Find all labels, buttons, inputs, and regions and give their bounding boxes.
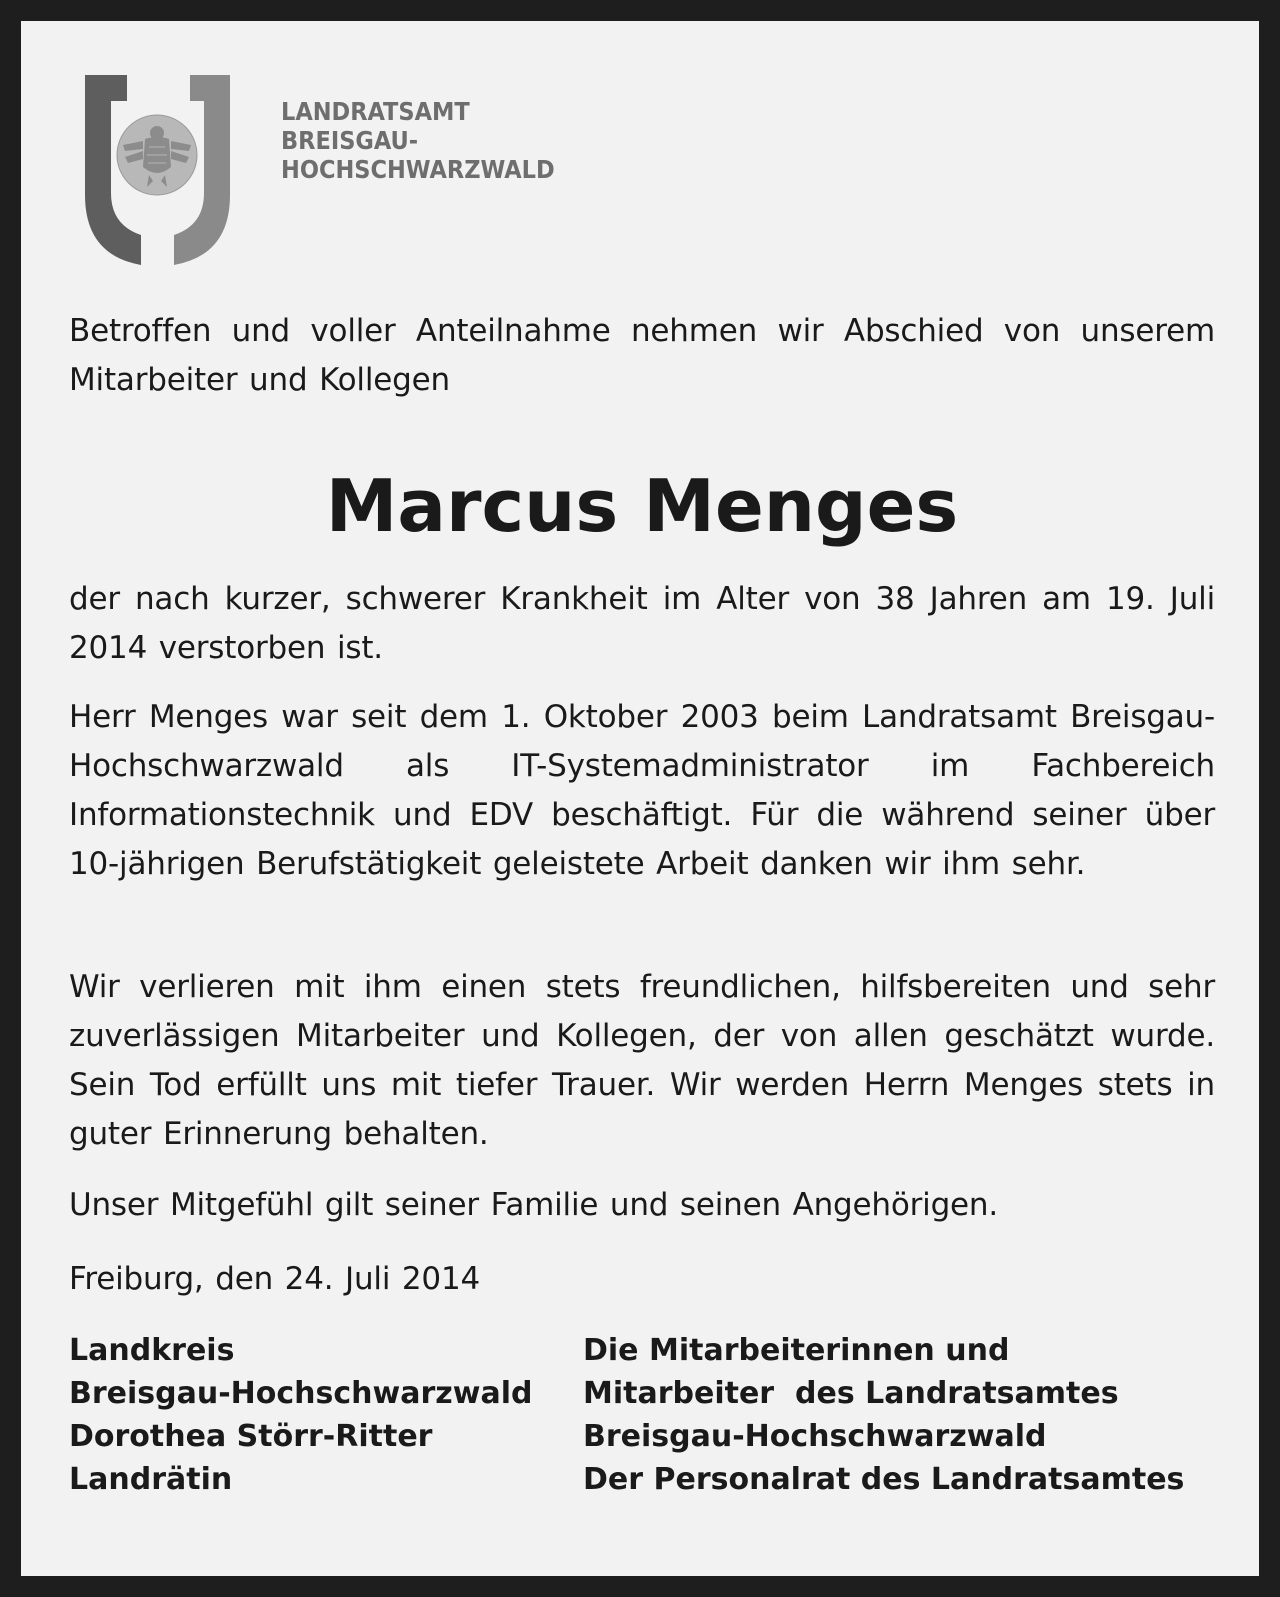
signature-left-line: Landrätin xyxy=(69,1462,233,1497)
signature-right-line: Mitarbeiter des Landratsamtes xyxy=(583,1376,1119,1411)
signature-left-line: Dorothea Störr-Ritter xyxy=(69,1419,433,1454)
signature-right-line: Der Personalrat des Landratsamtes xyxy=(583,1462,1185,1497)
obituary-card xyxy=(21,21,1259,1576)
coat-of-arms-icon xyxy=(85,75,265,265)
signature-left xyxy=(69,1329,532,1501)
tribute-paragraph: Wir verlieren mit ihm einen stets freundlichen, hilfsbereiten und sehr zuverlässigen Mitarbeiter und Kollegen, der von allen geschätzt wurde. Sein Tod erfüllt uns mit tiefer Trauer. Wir werden Herrn Menges stets in guter Erinnerung behalten. xyxy=(69,969,1215,1152)
signature-right-line: Breisgau-Hochschwarzwald xyxy=(583,1419,1047,1454)
logo-line-3: HOCHSCHWARZWALD xyxy=(281,155,555,184)
logo-line-2: BREISGAU- xyxy=(281,126,419,155)
intro-paragraph: Betroffen und voller Anteilnahme nehmen wir Abschied von unserem Mitarbeiter und Kollegen xyxy=(69,313,1215,398)
career-paragraph: Herr Menges war seit dem 1. Oktober 2003 beim Landratsamt Breisgau-Hochschwarzwald als IT-Systemadministrator im Fachbereich Informationstechnik und EDV beschäftigt. Für die während seiner über 10-jährigen Berufstätigkeit geleistete Arbeit danken wir ihm sehr. xyxy=(69,699,1215,882)
signature-left-line: Breisgau-Hochschwarzwald xyxy=(69,1376,533,1411)
signature-left-line: Landkreis xyxy=(69,1333,235,1368)
signature-right xyxy=(583,1329,1184,1501)
death-notice-paragraph: der nach kurzer, schwerer Krankheit im Alter von 38 Jahren am 19. Juli 2014 verstorben ist. xyxy=(69,581,1215,666)
logo-line-1: LANDRATSAMT xyxy=(281,97,470,126)
landratsamt-logo xyxy=(85,75,585,265)
logo-wordmark xyxy=(281,97,555,184)
place-date: Freiburg, den 24. Juli 2014 xyxy=(69,1261,481,1297)
condolence-paragraph: Unser Mitgefühl gilt seiner Familie und seinen Angehörigen. xyxy=(69,1187,999,1223)
deceased-name: Marcus Menges xyxy=(325,464,959,548)
signature-right-line: Die Mitarbeiterinnen und xyxy=(583,1333,1010,1368)
